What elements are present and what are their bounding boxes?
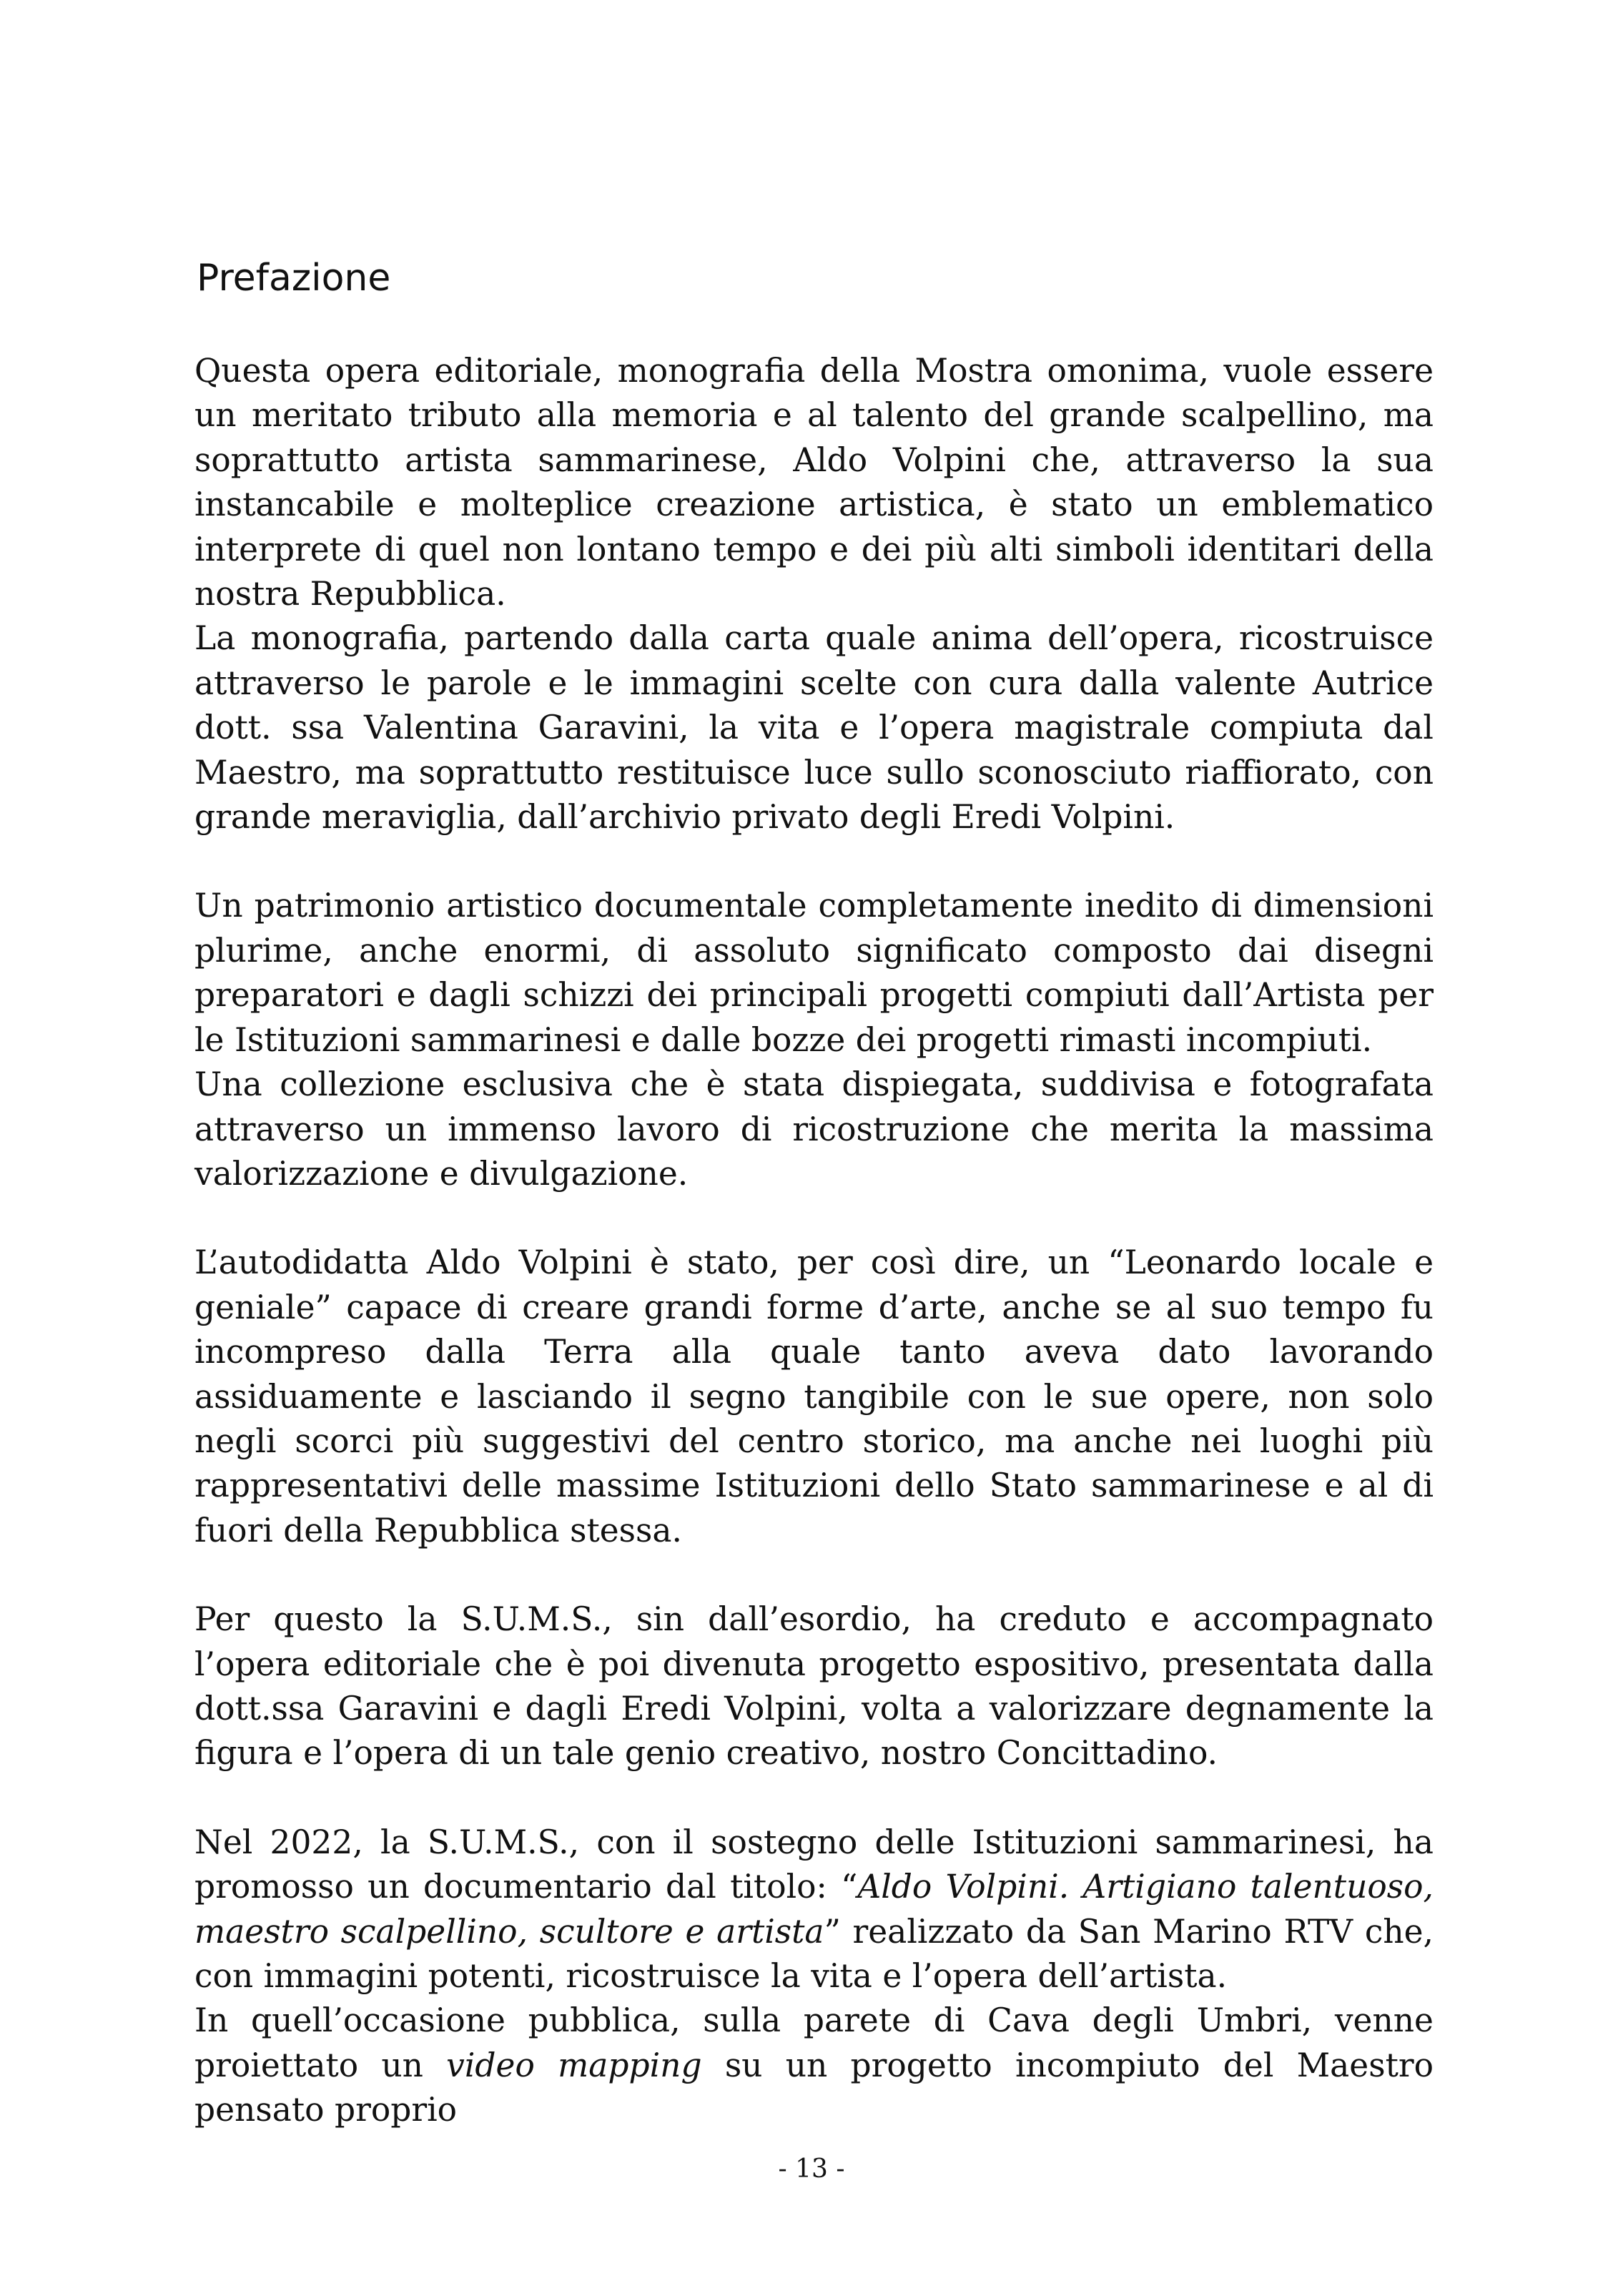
paragraph-text: ” realizzato da San Marino RTV che, con immagini potenti, ricostruisce la vita e l’opera dell’artista. (194, 1912, 1434, 1995)
paragraph: Una collezione esclusiva che è stata dispiegata, suddivisa e fotografata attraverso un immenso lavoro di ricostruzione che merita la massima valorizzazione e divulgazione. (194, 1065, 1434, 1193)
paragraph: Un patrimonio artistico documentale completamente inedito di dimensioni plurime, anche enormi, di assoluto significato composto dai disegni preparatori e dagli schizzi dei principali progetti compiuti dall’Artista per le Istituzioni sammarinesi e dalle bozze dei progetti rimasti incompiuti. (194, 887, 1434, 1059)
paragraph: Questa opera editoriale, monografia della Mostra omonima, vuole essere un meritato tributo alla memoria e al talento del grande scalpellino, ma soprattutto artista sammarinese, Aldo Volpini che, attraverso la sua instancabile e molteplice creazione artistica, è stato un emblematico interprete di quel non lontano tempo e dei più alti simboli identitari della nostra Repubblica. (194, 352, 1434, 614)
page-title: Prefazione (197, 257, 391, 300)
paragraph (194, 1999, 1434, 2132)
paragraph: La monografia, partendo dalla carta quale anima dell’opera, ricostruisce attraverso le parole e le immagini scelte con cura dalla valente Autrice dott. ssa Valentina Garavini, la vita e l’opera magistrale compiuta dal Maestro, ma soprattutto restituisce luce sullo sconosciuto riaffiorato, con grande meraviglia, dall’archivio privato degli Eredi Volpini. (194, 619, 1434, 837)
paragraph-text: In quell’occasione pubblica, sulla parete di Cava degli Umbri, venne proiettato un (194, 2001, 1434, 2084)
italic-term: video mapping (446, 2046, 702, 2084)
paragraph-text: su un progetto incompiuto del Maestro pensato proprio (194, 2046, 1434, 2129)
page-number: - 13 - (778, 2154, 845, 2184)
paragraph (194, 1820, 1434, 1999)
paragraph: Per questo la S.U.M.S., sin dall’esordio, ha creduto e accompagnato l’opera editoriale che è poi divenuta progetto espositivo, presentata dalla dott.ssa Garavini e dagli Eredi Volpini, volta a valorizzare degnamente la figura e l’opera di un tale genio creativo, nostro Concittadino. (194, 1600, 1434, 1773)
documentary-title: Aldo Volpini. Artigiano talentuoso, maestro scalpellino, scultore e artista (194, 1868, 1434, 1951)
paragraph-text: Nel 2022, la S.U.M.S., con il sostegno delle Istituzioni sammarinesi, ha promosso un documentario dal titolo: “ (194, 1823, 1434, 1906)
body-text (194, 349, 1434, 2133)
paragraph: L’autodidatta Aldo Volpini è stato, per così dire, un “Leonardo locale e geniale” capace di creare grandi forme d’arte, anche se al suo tempo fu incompreso dalla Terra alla quale tanto aveva dato lavorando assiduamente e lasciando il segno tangibile con le sue opere, non solo negli scorci più suggestivi del centro storico, ma anche nei luoghi più rappresentativi delle massime Istituzioni dello Stato sammarinese e al di fuori della Repubblica stessa. (194, 1243, 1434, 1549)
